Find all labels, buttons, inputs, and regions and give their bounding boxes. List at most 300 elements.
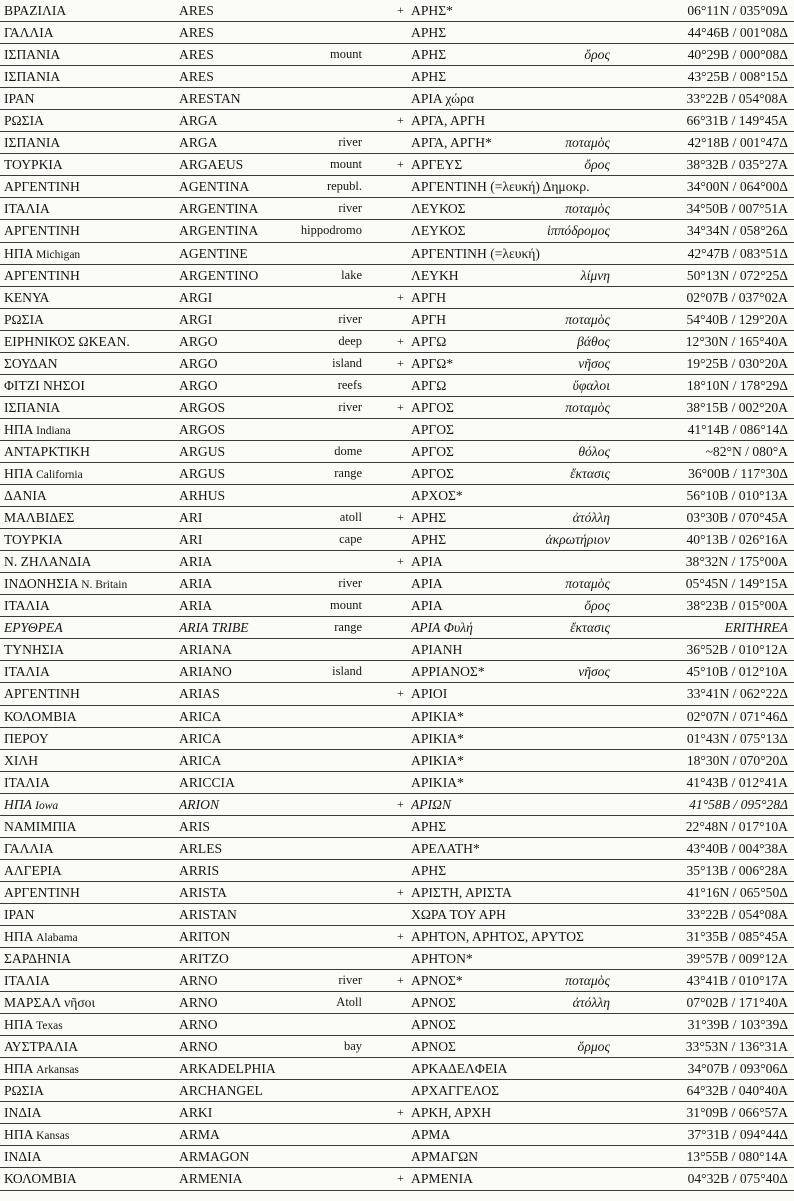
table-row — [0, 331, 794, 353]
plus-mark: + — [397, 796, 404, 811]
greek-name-cell: ΑΡΝΟΣ — [411, 1017, 456, 1033]
coordinates-cell: 18°30N / 070°20Δ — [686, 752, 788, 768]
country-cell: ΣΟΥΔΑΝ — [4, 355, 58, 371]
coordinates-cell: 34°00N / 064°00Δ — [686, 179, 788, 195]
region-qualifier: California — [36, 468, 83, 481]
greek-name-cell: ΑΡΝΟΣ — [411, 1039, 456, 1055]
feature-type-cell: island — [332, 664, 362, 679]
coordinates-cell: 36°00B / 117°30Δ — [688, 465, 788, 481]
greek-name-cell: ΑΡΓΕΥΣ — [411, 157, 463, 173]
country-cell: ΡΩΣΙΑ — [4, 1083, 44, 1099]
country-cell: ΗΠΑ Texas — [4, 1017, 63, 1033]
feature-type-cell: mount — [330, 47, 362, 62]
greek-type-cell: ὅρμος — [577, 1039, 610, 1055]
table-row — [0, 1080, 794, 1102]
place-name-cell: ARKADELPHIA — [179, 1061, 276, 1077]
greek-type-cell: νῆσος — [578, 355, 610, 371]
greek-name-cell: ΑΡΙΑ — [411, 598, 443, 614]
greek-name-cell: ΑΡΓΕΝΤΙΝΗ (=λευκή) Δημοκρ. — [411, 179, 590, 195]
place-name-cell: ARES — [179, 69, 214, 85]
place-name-cell: ARGI — [179, 289, 213, 305]
table-row — [0, 551, 794, 573]
table-row — [0, 353, 794, 375]
coordinates-cell: 45°10B / 012°10A — [686, 664, 788, 680]
greek-name-cell: ΑΡΓΗ — [411, 289, 447, 305]
country-cell: ΑΛΓΕΡΙΑ — [4, 862, 62, 878]
country-cell: ΗΠΑ Iowa — [4, 796, 59, 812]
place-name-cell: ARICA — [179, 752, 222, 768]
place-name-cell: ARES — [179, 25, 214, 41]
country-cell: ΙΤΑΛΙΑ — [4, 774, 50, 790]
table-row — [0, 110, 794, 132]
greek-type-cell: ποταμὸς — [565, 399, 610, 415]
coordinates-cell: 33°22B / 054°08A — [686, 91, 788, 107]
place-name-cell: ARES — [179, 47, 214, 63]
table-row — [0, 882, 794, 904]
region-qualifier: Texas — [36, 1020, 63, 1033]
country-cell: ΑΡΓΕΝΤΙΝΗ — [4, 223, 80, 239]
table-row — [0, 375, 794, 397]
region-qualifier: Iowa — [35, 799, 59, 812]
table-row — [0, 1146, 794, 1168]
coordinates-cell: 34°34N / 058°26Δ — [686, 223, 788, 239]
table-row — [0, 750, 794, 772]
greek-name-cell: ΑΡΝΟΣ — [411, 995, 456, 1011]
feature-type-cell: river — [338, 973, 362, 988]
place-name-cell: AGENTINA — [179, 179, 250, 195]
table-row — [0, 595, 794, 617]
feature-type-cell: river — [338, 576, 362, 591]
greek-name-cell: ΑΡΧΑΓΓΕΛΟΣ — [411, 1083, 500, 1099]
coordinates-cell: 31°39B / 103°39Δ — [687, 1017, 788, 1033]
table-row — [0, 243, 794, 265]
table-row — [0, 22, 794, 44]
coordinates-cell: 34°07B / 093°06Δ — [687, 1061, 788, 1077]
place-name-cell: ARGO — [179, 377, 218, 393]
country-cell: ΙΡΑΝ — [4, 906, 35, 922]
country-cell: ΗΠΑ Indiana — [4, 421, 71, 437]
place-name-cell: ARIANA — [179, 642, 232, 658]
country-cell: ΑΡΓΕΝΤΙΝΗ — [4, 179, 80, 195]
plus-mark: + — [397, 113, 404, 128]
place-name-cell: ARMAGON — [179, 1149, 250, 1165]
table-row — [0, 287, 794, 309]
table-row — [0, 88, 794, 110]
place-name-cell: ARI — [179, 532, 203, 548]
table-row — [0, 816, 794, 838]
place-name-cell: ARITON — [179, 928, 231, 944]
coordinates-cell: 43°41B / 010°17A — [686, 973, 788, 989]
table-row — [0, 463, 794, 485]
coordinates-cell: 06°11N / 035°09Δ — [687, 3, 788, 18]
feature-type-cell: bay — [343, 1039, 362, 1054]
place-name-cell: ARKI — [179, 1105, 213, 1121]
greek-name-cell: ΑΡΜΑΓΩΝ — [411, 1149, 479, 1165]
coordinates-cell: 13°55B / 080°14A — [686, 1149, 788, 1165]
plus-mark: + — [397, 686, 404, 701]
country-cell: ΗΠΑ California — [4, 465, 83, 481]
greek-name-cell: ΑΡΗΤΟΝ* — [411, 951, 473, 967]
feature-type-cell: reefs — [337, 377, 362, 392]
feature-type-cell: lake — [341, 267, 362, 282]
greek-name-cell: ΑΡΙΑ χώρα — [411, 91, 474, 107]
place-name-cell: ARICCIA — [179, 774, 235, 790]
table-row — [0, 198, 794, 220]
country-cell: ΑΡΓΕΝΤΙΝΗ — [4, 884, 80, 900]
greek-name-cell: ΑΡΙΑ — [411, 554, 443, 570]
country-cell: ΜΑΡΣΑΛ νῆσοι — [4, 995, 96, 1011]
place-name-cell: ARRIS — [179, 862, 220, 878]
coordinates-cell: 43°25B / 008°15Δ — [687, 69, 788, 85]
place-name-cell: ARI — [179, 510, 203, 526]
country-cell: ΙΣΠΑΝΙΑ — [4, 135, 61, 151]
table-row — [0, 661, 794, 683]
place-name-cell: ARIAS — [179, 686, 220, 702]
table-row — [0, 132, 794, 154]
table-row — [0, 639, 794, 661]
table-row — [0, 1014, 794, 1036]
greek-name-cell: ΑΡΙΩΝ — [411, 796, 452, 812]
place-name-cell: ARISTA — [179, 884, 228, 900]
greek-type-cell: ὄρος — [584, 598, 610, 614]
coordinates-cell: 42°18B / 001°47Δ — [687, 135, 788, 151]
table-row — [0, 265, 794, 287]
country-cell: ΗΠΑ Kansas — [4, 1127, 70, 1143]
country-cell: ΤΟΥΡΚΙΑ — [4, 532, 63, 548]
plus-mark: + — [397, 928, 404, 943]
plus-mark: + — [397, 157, 404, 172]
place-name-cell: ARMA — [179, 1127, 220, 1143]
plus-mark: + — [397, 973, 404, 988]
country-cell: ΑΡΓΕΝΤΙΝΗ — [4, 267, 80, 283]
coordinates-cell: 02°07B / 037°02A — [686, 289, 788, 305]
plus-mark: + — [397, 399, 404, 414]
greek-name-cell: ΑΡΗΣ — [411, 862, 447, 878]
table-row — [0, 529, 794, 551]
country-cell: ΙΝΔΙΑ — [4, 1149, 42, 1165]
feature-type-cell: river — [338, 201, 362, 216]
country-cell: ΚΕΝΥΑ — [4, 289, 50, 305]
country-cell: ΡΩΣΙΑ — [4, 113, 44, 129]
region-qualifier: Kansas — [36, 1130, 70, 1143]
greek-name-cell: ΑΡΕΛΑΤΗ* — [411, 840, 480, 856]
greek-name-cell: ΑΡΓΟΣ — [411, 443, 454, 459]
coordinates-cell: 19°25B / 030°20A — [686, 355, 788, 371]
place-name-cell: ARGOS — [179, 421, 226, 437]
place-name-cell: ARGENTINA — [179, 223, 259, 239]
region-qualifier: Michigan — [36, 248, 81, 261]
greek-name-cell: ΑΡΗΤΟΝ, ΑΡΗΤΟΣ, ΑΡΥΤΟΣ — [411, 928, 584, 944]
place-name-cell: ARGUS — [179, 443, 226, 459]
coordinates-cell: 35°13B / 006°28A — [686, 862, 788, 878]
table-row — [0, 154, 794, 176]
place-name-cell: ARGA — [179, 113, 218, 129]
greek-type-cell: ἔκτασις — [570, 620, 610, 636]
place-name-cell: ARION — [179, 796, 220, 812]
greek-name-cell: ΑΡΗΣ — [411, 25, 447, 41]
greek-name-cell: ΑΡΗΣ — [411, 69, 447, 85]
coordinates-cell: 31°09B / 066°57A — [686, 1105, 788, 1121]
place-name-cell: ARIANO — [179, 664, 232, 680]
place-name-cell: ARGO — [179, 355, 218, 371]
place-name-cell: ARNO — [179, 973, 218, 989]
coordinates-cell: 36°52B / 010°12A — [686, 642, 788, 658]
greek-name-cell: ΑΡΗΣ — [411, 47, 447, 63]
table-row — [0, 926, 794, 948]
plus-mark: + — [397, 289, 404, 304]
place-name-cell: ARGENTINO — [179, 267, 259, 283]
greek-name-cell: ΧΩΡΑ ΤΟΥ ΑΡΗ — [411, 906, 506, 922]
greek-name-cell: ΑΡΧΟΣ* — [411, 488, 463, 504]
greek-name-cell: ΑΡΝΟΣ* — [411, 973, 463, 989]
country-cell: ΙΡΑΝ — [4, 91, 35, 107]
plus-mark: + — [397, 355, 404, 370]
place-name-cell: AGENTINE — [179, 245, 248, 261]
country-cell: ΜΑΛΒΙΔΕΣ — [4, 510, 75, 526]
country-cell: ΙΤΑΛΙΑ — [4, 201, 50, 217]
table-row — [0, 176, 794, 198]
place-name-cell: ARNO — [179, 1017, 218, 1033]
greek-name-cell: ΑΡΓΑ, ΑΡΓΗ — [411, 113, 486, 129]
greek-name-cell: ΑΡΙΑ Φυλή — [411, 620, 473, 636]
place-name-cell: ARIS — [179, 818, 210, 834]
coordinates-cell: 34°50B / 007°51A — [686, 201, 788, 217]
greek-name-cell: ΑΡΜΕΝΙΑ — [411, 1171, 473, 1187]
region-qualifier: Arkansas — [36, 1064, 79, 1077]
country-cell: ΒΡΑΖΙΛΙΑ — [4, 3, 67, 18]
greek-name-cell: ΑΡΚΗ, ΑΡΧΗ — [411, 1105, 492, 1121]
coordinates-cell: ERITHREA — [724, 620, 788, 636]
place-name-cell: ARMENIA — [179, 1171, 243, 1187]
coordinates-cell: 38°32B / 035°27A — [686, 157, 788, 173]
greek-name-cell: ΑΡΙΚΙΑ* — [411, 774, 464, 790]
place-name-cell: ARGOS — [179, 399, 226, 415]
country-cell: ΡΩΣΙΑ — [4, 311, 44, 327]
greek-name-cell: ΑΡΓΟΣ — [411, 421, 454, 437]
table-row — [0, 948, 794, 970]
coordinates-cell: 37°31B / 094°44Δ — [687, 1127, 788, 1143]
country-cell: ΗΠΑ Alabama — [4, 928, 78, 944]
coordinates-cell: 38°15B / 002°20A — [686, 399, 788, 415]
country-cell: ΕΙΡΗΝΙΚΟΣ ΩΚΕΑΝ. — [4, 333, 130, 349]
feature-type-cell: dome — [334, 443, 362, 458]
place-name-cell: ARGAEUS — [179, 157, 244, 173]
place-name-cell: ARGO — [179, 333, 218, 349]
table-row — [0, 838, 794, 860]
plus-mark: + — [397, 510, 404, 525]
table-row — [0, 904, 794, 926]
country-cell: ΙΤΑΛΙΑ — [4, 973, 50, 989]
place-name-cell: ARISTAN — [179, 906, 237, 922]
greek-name-cell: ΑΡΙΣΤΗ, ΑΡΙΣΤΑ — [411, 884, 512, 900]
greek-type-cell: ἀτόλλη — [572, 510, 610, 526]
greek-type-cell: ποταμὸς — [565, 576, 610, 592]
coordinates-cell: 43°40B / 004°38A — [686, 840, 788, 856]
place-name-cell: ARIA — [179, 554, 213, 570]
feature-type-cell: range — [334, 620, 362, 635]
country-cell: ΙΤΑΛΙΑ — [4, 664, 50, 680]
place-name-cell: ARICA — [179, 708, 222, 724]
greek-type-cell: ἱππόδρομος — [547, 223, 610, 239]
greek-name-cell: ΑΡΗΣ — [411, 510, 447, 526]
country-cell: ΠΕΡΟΥ — [4, 730, 49, 746]
country-cell: Ν. ΖΗΛΑΝΔΙΑ — [4, 554, 92, 570]
greek-name-cell: ΑΡΜΑ — [411, 1127, 451, 1143]
greek-name-cell: ΑΡΗΣ — [411, 818, 447, 834]
table-row — [0, 66, 794, 88]
country-cell: ΚΟΛΟΜΒΙΑ — [4, 1171, 77, 1187]
feature-type-cell: river — [338, 399, 362, 414]
table-row — [0, 397, 794, 419]
table-row — [0, 485, 794, 507]
coordinates-cell: 38°32N / 175°00A — [685, 554, 788, 570]
coordinates-cell: 40°13B / 026°16A — [686, 532, 788, 548]
plus-mark: + — [397, 333, 404, 348]
coordinates-cell: 66°31B / 149°45A — [686, 113, 788, 129]
coordinates-cell: 04°32B / 075°40Δ — [687, 1171, 788, 1187]
place-name-cell: ARESTAN — [179, 91, 241, 107]
feature-type-cell: deep — [338, 333, 362, 348]
coordinates-cell: 12°30N / 165°40A — [685, 333, 788, 349]
coordinates-cell: 03°30B / 070°45A — [686, 510, 788, 526]
country-cell: ΙΤΑΛΙΑ — [4, 598, 50, 614]
place-name-cell: ARIA — [179, 576, 213, 592]
greek-type-cell: ἀκρωτήριον — [545, 532, 610, 548]
table-row — [0, 44, 794, 66]
coordinates-cell: 44°46B / 001°08Δ — [687, 25, 788, 41]
place-name-cell: ARICA — [179, 730, 222, 746]
table-row — [0, 772, 794, 794]
place-name-cell: ARNO — [179, 995, 218, 1011]
place-name-cell: ARLES — [179, 840, 223, 856]
greek-type-cell: ἔκτασις — [570, 465, 610, 481]
table-row — [0, 507, 794, 529]
feature-type-cell: republ. — [326, 179, 362, 194]
greek-name-cell: ΑΡΙΚΙΑ* — [411, 708, 464, 724]
country-cell: ΙΣΠΑΝΙΑ — [4, 47, 61, 63]
coordinates-cell: ~82°N / 080°A — [705, 443, 788, 459]
coordinates-cell: 41°14B / 086°14Δ — [687, 421, 788, 437]
table-row — [0, 706, 794, 728]
table-row — [0, 860, 794, 882]
feature-type-cell: river — [338, 135, 362, 150]
country-cell: ΓΑΛΛΙΑ — [4, 840, 54, 856]
coordinates-cell: 31°35B / 085°45A — [686, 928, 788, 944]
country-cell: ΗΠΑ Michigan — [4, 245, 81, 261]
greek-type-cell: ποταμὸς — [565, 973, 610, 989]
country-cell: ΣΑΡΔΗΝΙΑ — [4, 951, 71, 967]
greek-name-cell: ΑΡΙΑΝΗ — [411, 642, 463, 658]
place-name-cell: ARIA — [179, 598, 213, 614]
country-cell: ΤΥΝΗΣΙΑ — [4, 642, 65, 658]
greek-name-cell: ΑΡΓΩ* — [411, 355, 454, 371]
plus-mark: + — [397, 1171, 404, 1186]
table-row — [0, 0, 794, 22]
country-cell: ΑΝΤΑΡΚΤΙΚΗ — [4, 443, 90, 459]
greek-name-cell: ΑΡΙΑ — [411, 576, 443, 592]
plus-mark: + — [397, 3, 404, 17]
region-qualifier: N. Britain — [81, 579, 128, 592]
table-row — [0, 794, 794, 816]
country-cell: ΑΥΣΤΡΑΛΙΑ — [4, 1039, 79, 1055]
feature-type-cell: cape — [339, 532, 362, 547]
place-name-cell: ARCHANGEL — [179, 1083, 263, 1099]
plus-mark: + — [397, 554, 404, 569]
table-row — [0, 683, 794, 705]
feature-type-cell: island — [332, 355, 362, 370]
coordinates-cell: 50°13N / 072°25Δ — [686, 267, 788, 283]
table-row — [0, 441, 794, 463]
coordinates-cell: 41°58B / 095°28Δ — [689, 796, 788, 812]
table-row — [0, 970, 794, 992]
greek-name-cell: ΑΡΗΣ — [411, 532, 447, 548]
table-row — [0, 1124, 794, 1146]
place-name-cell: ARES — [179, 3, 214, 18]
coordinates-cell: 40°29B / 000°08Δ — [687, 47, 788, 63]
greek-type-cell: ὄρος — [584, 47, 610, 63]
table-row — [0, 617, 794, 639]
country-cell: ΤΟΥΡΚΙΑ — [4, 157, 63, 173]
country-cell: ΕΡΥΘΡΕΑ — [4, 620, 63, 636]
greek-name-cell: ΛΕΥΚΟΣ — [411, 201, 466, 217]
greek-type-cell: ὕφαλοι — [572, 377, 610, 393]
feature-type-cell: Atoll — [336, 995, 362, 1010]
country-cell: ΙΝΔΙΑ — [4, 1105, 42, 1121]
coordinates-cell: 41°16N / 065°50Δ — [686, 884, 788, 900]
table-row — [0, 419, 794, 441]
plus-mark: + — [397, 1105, 404, 1120]
table-row — [0, 573, 794, 595]
table-row — [0, 220, 794, 242]
greek-type-cell: ὄρος — [584, 157, 610, 173]
country-cell: ΧΙΛΗ — [4, 752, 39, 768]
country-cell: ΚΟΛΟΜΒΙΑ — [4, 708, 77, 724]
country-cell: ΔΑΝΙΑ — [4, 488, 47, 504]
greek-name-cell: ΑΡΓΩ — [411, 377, 447, 393]
coordinates-cell: 41°43B / 012°41A — [686, 774, 788, 790]
place-name-cell: ARGENTINA — [179, 201, 259, 217]
region-qualifier: Indiana — [36, 424, 71, 437]
coordinates-cell: 18°10N / 178°29Δ — [686, 377, 788, 393]
feature-type-cell: range — [334, 465, 362, 480]
feature-type-cell: atoll — [339, 510, 362, 525]
country-cell: ΓΑΛΛΙΑ — [4, 25, 54, 41]
greek-name-cell: ΛΕΥΚΗ — [411, 267, 459, 283]
greek-name-cell: ΑΡΓΩ — [411, 333, 447, 349]
table-row — [0, 1058, 794, 1080]
greek-name-cell: ΑΡΙΚΙΑ* — [411, 730, 464, 746]
table-row — [0, 992, 794, 1014]
greek-name-cell: ΑΡΡΙΑΝΟΣ* — [411, 664, 485, 680]
table-row — [0, 1102, 794, 1124]
place-name-cell: ARITZO — [179, 951, 229, 967]
greek-name-cell: ΑΡΚΑΔΕΛΦΕΙΑ — [411, 1061, 508, 1077]
greek-name-cell: ΑΡΙΟΙ — [411, 686, 448, 702]
place-name-cell: ARGUS — [179, 465, 226, 481]
coordinates-cell: 02°07N / 071°46Δ — [686, 708, 788, 724]
feature-type-cell: hippodromo — [300, 223, 362, 238]
feature-type-cell: mount — [330, 157, 362, 172]
country-cell: ΝΑΜΙΜΠΙΑ — [4, 818, 77, 834]
country-cell: ΙΣΠΑΝΙΑ — [4, 399, 61, 415]
coordinates-cell: 33°53N / 136°31A — [685, 1039, 788, 1055]
place-name-cell: ARNO — [179, 1039, 218, 1055]
coordinates-cell: 33°22B / 054°08A — [686, 906, 788, 922]
country-cell: ΑΡΓΕΝΤΙΝΗ — [4, 686, 80, 702]
table-row — [0, 1036, 794, 1058]
greek-type-cell: ἀτόλλη — [572, 995, 610, 1011]
place-name-cell: ARGA — [179, 135, 218, 151]
